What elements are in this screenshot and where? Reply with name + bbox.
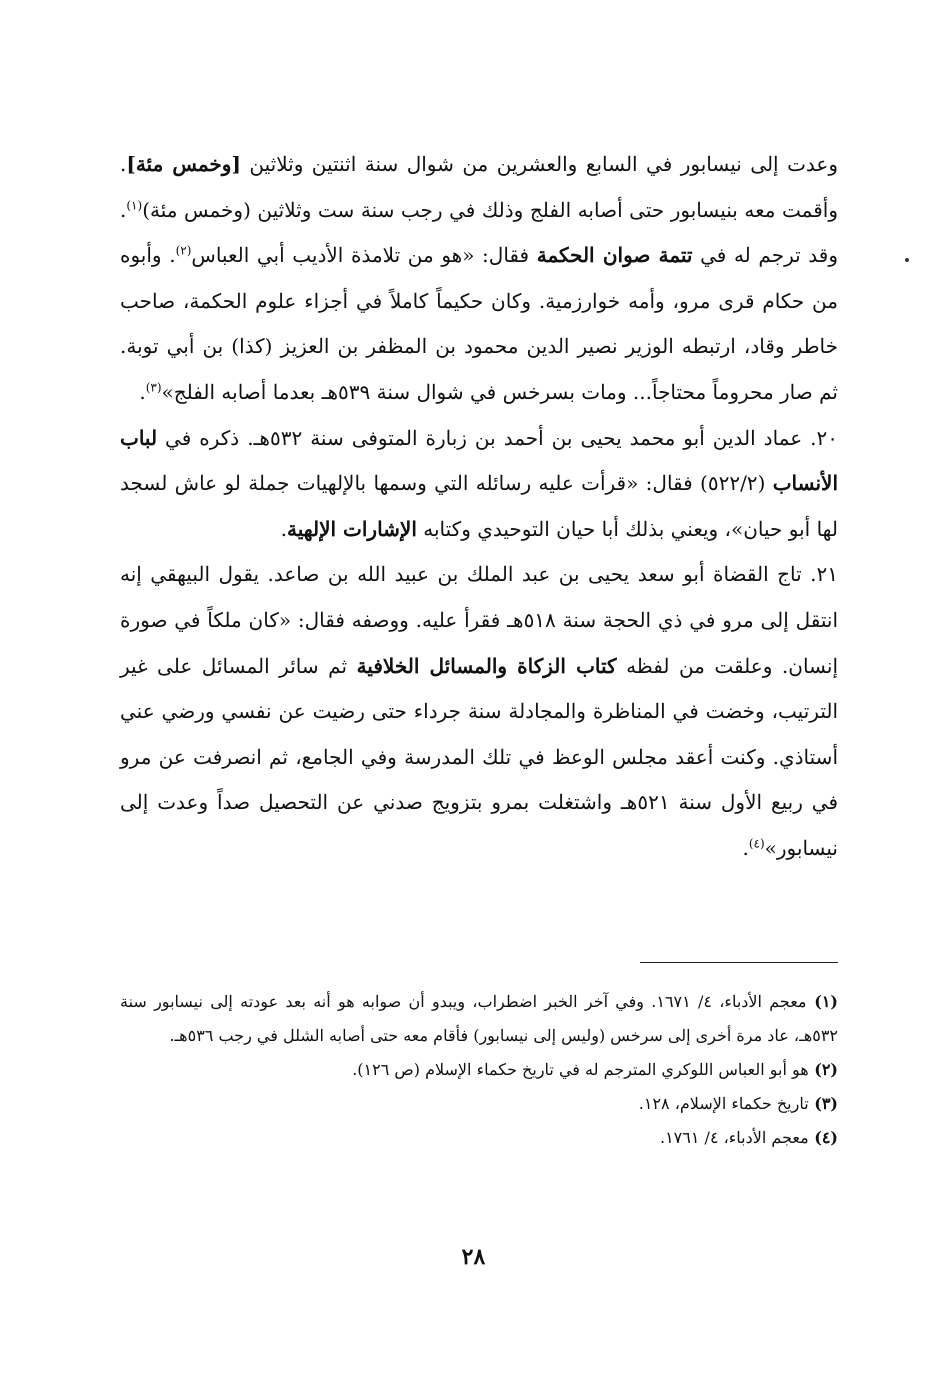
footnote-ref-1: (١) [126, 197, 143, 212]
book-title-lubab-al-ansab: لباب الأنساب [120, 425, 838, 496]
book-title-al-isharat-al-ilahiyya: الإشارات الإلهية [287, 516, 417, 541]
entry-number-20: ٢٠. [802, 425, 839, 450]
footnote-2 [120, 1053, 838, 1087]
footnote-2-number: (٢) [808, 1060, 838, 1079]
footnote-4-number: (٤) [808, 1128, 838, 1147]
footnote-3-number: (٣) [808, 1094, 838, 1113]
footnote-4 [120, 1121, 838, 1155]
paragraph-1: وعدت إلى نيسابور في السابع والعشرين من شوال سنة اثنتين وثلاثين [وخمس مئة]. وأقمت معه بنيسابور حتى أصابه الفلج وذلك في رجب سنة ست وثلاثين (وخمس مئة)$^{(١)}$. وقد ترجم له في تتمة صوان الحكمة فقال: «هو من تلامذة الأديب أبي العباس$^{(٢)}$. وأبوه من حكام قرى مرو، وأمه خوارزمية. وكان حكيماً كاملاً في أجزاء علوم الحكمة، صاحب خاطر وقاد، ارتبطه الوزير نصير الدين محمود بن المظفر بن العزيز (كذا) بن أبي توبة. ثم صار محروماً محتاجاً... ومات بسرخس في شوال سنة ٥٣٩هـ بعدما أصابه الفلج»$^{(٣)}$. [120, 152, 839, 404]
bracketed-insertion: [وخمس مئة] [126, 152, 241, 176]
footnote-3 [120, 1087, 838, 1121]
footnote-1 [120, 985, 838, 1053]
paragraph-entry-20: ٢٠. عماد الدين أبو محمد يحيى بن أحمد بن زبارة المتوفى سنة ٥٣٢هـ. ذكره في لباب الأنساب (٥٢٢/٢) فقال: «قرأت عليه رسائله التي وسمها بالإلهيات جملة لو عاش لسجد لها أبو حيان»، ويعني بذلك أبا حيان التوحيدي وكتابه الإشارات الإلهية. [120, 425, 839, 541]
footnote-ref-3: (٣) [145, 380, 162, 395]
book-title-kitab-al-zakat: كتاب الزكاة والمسائل الخلافية [356, 653, 617, 678]
footnote-ref-4: (٤) [748, 836, 765, 851]
footnote-1-number: (١) [806, 992, 838, 1011]
main-text [120, 142, 838, 872]
footnote-separator [640, 962, 838, 963]
entry-number-21: ٢١. [801, 562, 839, 587]
footnotes [120, 985, 838, 1155]
footnote-4-text: معجم الأدباء، ٤/ ١٧٦١. [659, 1128, 809, 1147]
book-title-tatimmat-siwan-al-hikma: تتمة صوان الحكمة [536, 243, 693, 268]
footnote-1-text: معجم الأدباء، ٤/ ١٦٧١. وفي آخر الخبر اضطراب، ويبدو أن صوابه هو أنه بعد عودته إلى نيسابور سنة ٥٣٢هـ، عاد مرة أخرى إلى سرخس (وليس إلى نيسابور) فأقام معه حتى أصابه الشلل في رجب ٥٣٦هـ. [120, 992, 838, 1045]
footnote-ref-2: (٢) [175, 243, 192, 258]
scan-speck [905, 258, 909, 262]
footnote-2-text: هو أبو العباس اللوكري المترجم له في تاريخ حكماء الإسلام (ص ١٢٦). [352, 1060, 809, 1079]
page-number: ٢٨ [461, 1244, 486, 1270]
paragraph-entry-21: ٢١. تاج القضاة أبو سعد يحيى بن عبد الملك بن عبيد الله بن صاعد. يقول البيهقي إنه انتقل إلى مرو في ذي الحجة سنة ٥١٨هـ فقرأ عليه. ووصفه فقال: «كان ملكاً في صورة إنسان. وعلقت من لفظه كتاب الزكاة والمسائل الخلافية ثم سائر المسائل على غير الترتيب، وخضت في المناظرة والمجادلة سنة جرداء حتى رضيت عن نفسي ورضي عني أستاذي. وكنت أعقد مجلس الوعظ في تلك المدرسة وفي الجامع، ثم انصرفت عن مرو في ربيع الأول سنة ٥٢١هـ واشتغلت بمرو بتزويج صدني عن التحصيل صداً وعدت إلى نيسابور»$^{(٤)}$. [120, 562, 839, 860]
footnote-3-text: تاريخ حكماء الإسلام، ١٢٨. [638, 1094, 809, 1113]
